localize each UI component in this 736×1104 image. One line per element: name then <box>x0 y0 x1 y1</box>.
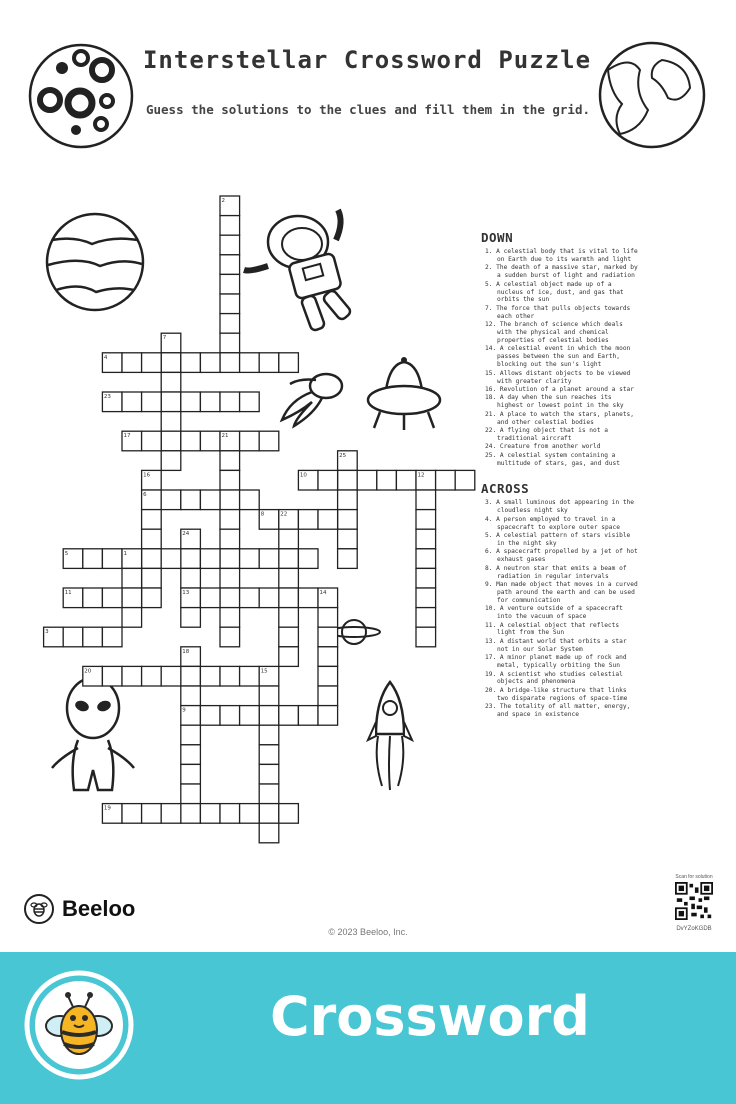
grid-cell[interactable] <box>318 470 338 490</box>
grid-cell[interactable] <box>122 353 142 373</box>
grid-cell[interactable] <box>200 588 220 608</box>
grid-cell[interactable] <box>318 686 338 706</box>
grid-cell[interactable] <box>259 706 279 726</box>
grid-cell[interactable] <box>181 666 201 686</box>
grid-cell[interactable] <box>318 706 338 726</box>
grid-cell[interactable] <box>259 353 279 373</box>
clue-item: 1. A celestial body that is vital to life on Earth due to its warmth and light <box>485 248 638 263</box>
down-heading: DOWN <box>481 230 514 245</box>
clue-item: 10. A venture outside of a spacecraft into the vacuum of space <box>485 605 623 621</box>
clue-item: 13. A distant world that orbits a star not in our Solar System <box>485 637 627 653</box>
clue-number: 19 <box>103 805 111 812</box>
grid-cell[interactable] <box>357 470 377 490</box>
clue-item: 16. Revolution of a planet around a star <box>485 385 635 393</box>
grid-cell[interactable] <box>142 549 162 569</box>
grid-cell[interactable] <box>298 549 318 569</box>
grid-cell[interactable] <box>240 549 260 569</box>
grid-cell[interactable] <box>102 666 122 686</box>
grid-cell[interactable] <box>220 353 240 373</box>
clue-number: 11 <box>64 590 72 596</box>
grid-cell[interactable] <box>240 666 260 686</box>
grid-cell[interactable] <box>181 353 201 373</box>
clue-number: 5 <box>64 550 69 557</box>
grid-cell[interactable] <box>122 666 142 686</box>
grid-cell[interactable] <box>200 431 220 451</box>
grid-cell[interactable] <box>298 706 318 726</box>
grid-cell[interactable] <box>259 764 279 784</box>
clue-item: 11. A celestial object that reflects light from the Sun <box>485 621 620 637</box>
grid-cell[interactable] <box>181 686 201 706</box>
clue-number: 4 <box>103 354 108 361</box>
grid-cell[interactable] <box>161 372 181 392</box>
grid-cell[interactable] <box>142 510 162 530</box>
clue-number: 9 <box>182 707 186 714</box>
clue-item: 21. A place to watch the stars, planets, and other celestial bodies <box>485 410 635 426</box>
grid-cell[interactable] <box>455 470 475 490</box>
clue-number: 14 <box>319 590 327 596</box>
grid-cell[interactable] <box>396 470 416 490</box>
clue-number: 18 <box>182 648 190 655</box>
grid-cell[interactable] <box>161 431 181 451</box>
grid-cell[interactable] <box>279 627 299 647</box>
clue-item: 3. A small luminous dot appearing in the cloudless night sky <box>485 499 635 515</box>
clue-item: 7. The force that pulls objects towards each other <box>485 304 631 320</box>
grid-cell[interactable] <box>200 804 220 824</box>
clue-number: 10 <box>299 472 307 479</box>
grid-cell[interactable] <box>416 490 436 510</box>
qr-caption: Scan for solution <box>675 874 713 880</box>
grid-cell[interactable] <box>240 353 260 373</box>
grid-cell[interactable] <box>259 823 279 843</box>
grid-cell[interactable] <box>122 804 142 824</box>
grid-cell[interactable] <box>181 745 201 765</box>
grid-cell[interactable] <box>220 529 240 549</box>
down-clues <box>481 248 641 467</box>
grid-cell[interactable] <box>161 353 181 373</box>
clue-number: 22 <box>280 511 288 518</box>
page-subtitle: Guess the solutions to the clues and fill them in the grid. <box>145 102 590 117</box>
grid-cell[interactable] <box>122 568 142 588</box>
clue-item: 25. A celestial system containing a multitude of stars, gas, and dust <box>485 451 620 467</box>
grid-cell[interactable] <box>416 627 436 647</box>
grid-cell[interactable] <box>240 588 260 608</box>
grid-cell[interactable] <box>259 804 279 824</box>
grid-cell[interactable] <box>181 804 201 824</box>
grid-cell[interactable] <box>220 510 240 530</box>
grid-cell[interactable] <box>259 725 279 745</box>
clue-item: 6. A spacecraft propelled by a jet of hot exhaust gases <box>485 548 638 564</box>
grid-cell[interactable] <box>259 784 279 804</box>
grid-cell[interactable] <box>200 666 220 686</box>
banner-title: Crossword <box>270 985 590 1048</box>
grid-cell[interactable] <box>102 588 122 608</box>
grid-cell[interactable] <box>63 627 83 647</box>
grid-cell[interactable] <box>220 666 240 686</box>
grid-cell[interactable] <box>181 431 201 451</box>
clue-item: 14. A celestial event in which the moon passes between the sun and Earth, blocking out the sun's light <box>485 345 631 369</box>
clue-number: 12 <box>417 472 425 479</box>
grid-cell[interactable] <box>338 549 358 569</box>
clue-number: 3 <box>45 629 49 636</box>
grid-cell[interactable] <box>298 510 318 530</box>
clue-number: 16 <box>143 472 151 479</box>
grid-cell[interactable] <box>161 392 181 412</box>
clue-number: 6 <box>143 492 147 498</box>
grid-cell[interactable] <box>240 490 260 510</box>
grid-cell[interactable] <box>338 529 358 549</box>
grid-cell[interactable] <box>200 392 220 412</box>
grid-cell[interactable] <box>259 431 279 451</box>
clue-item: 8. A neutron star that emits a beam of radiation in regular intervals <box>485 564 627 580</box>
clue-item: 5. A celestial object made up of a nucleus of ice, dust, and gas that orbits the sun <box>485 280 624 304</box>
page-title: Interstellar Crossword Puzzle <box>142 46 592 74</box>
qr-code-text: DvYZoKGDB <box>676 926 712 932</box>
clue-number: 2 <box>221 198 225 204</box>
clue-item: 4. A person employed to travel in a spacecraft to explore outer space <box>485 515 620 531</box>
clue-number: 21 <box>221 433 229 440</box>
clue-number: 20 <box>84 668 92 675</box>
grid-cell[interactable] <box>279 647 299 667</box>
grid-cell[interactable] <box>220 608 240 628</box>
grid-cell[interactable] <box>279 529 299 549</box>
grid-cell[interactable] <box>83 549 103 569</box>
grid-cell[interactable] <box>318 647 338 667</box>
brand[interactable] <box>24 894 135 924</box>
clue-item: 19. A scientist who studies celestial objects and phenomena <box>485 670 623 686</box>
grid-cell[interactable] <box>142 392 162 412</box>
grid-cell[interactable] <box>220 314 240 334</box>
grid-cell[interactable] <box>102 627 122 647</box>
grid-cell[interactable] <box>181 392 201 412</box>
clue-number: 1 <box>123 550 127 557</box>
grid-cell[interactable] <box>338 510 358 530</box>
clue-item: 20. A bridge-like structure that links two disparate regions of space-time <box>485 686 628 702</box>
grid-cell[interactable] <box>259 588 279 608</box>
grid-cell[interactable] <box>220 392 240 412</box>
clue-item: 23. The totality of all matter, energy, and space in existence <box>485 703 631 719</box>
clue-list <box>481 230 641 719</box>
grid-cell[interactable] <box>142 568 162 588</box>
grid-cell[interactable] <box>220 451 240 471</box>
grid-cell[interactable] <box>200 353 220 373</box>
clue-item: 22. A flying object that is not a traditional aircraft <box>485 426 608 442</box>
grid-cell[interactable] <box>220 333 240 353</box>
clue-number: 8 <box>260 511 265 518</box>
grid-cell[interactable] <box>220 568 240 588</box>
clue-item: 5. A celestial pattern of stars visible in the night sky <box>485 532 631 547</box>
grid-cell[interactable] <box>220 216 240 236</box>
grid-cell[interactable] <box>181 764 201 784</box>
grid-cell[interactable] <box>416 588 436 608</box>
grid-cell[interactable] <box>416 549 436 569</box>
clue-item: 18. A day when the sun reaches its highest or lowest point in the sky <box>485 394 624 410</box>
grid-cell[interactable] <box>220 294 240 314</box>
grid-cell[interactable] <box>279 549 299 569</box>
grid-cell[interactable] <box>240 706 260 726</box>
grid-cell[interactable] <box>318 510 338 530</box>
grid-cell[interactable] <box>416 510 436 530</box>
grid-cell[interactable] <box>279 568 299 588</box>
grid-cell[interactable] <box>181 568 201 588</box>
grid-cell[interactable] <box>142 588 162 608</box>
bee-icon <box>24 970 134 1080</box>
grid-cell[interactable] <box>83 627 103 647</box>
clue-item: 24. Creature from another world <box>485 443 601 451</box>
grid-cell[interactable] <box>122 608 142 628</box>
grid-cell[interactable] <box>83 588 103 608</box>
grid-cell[interactable] <box>240 804 260 824</box>
grid-cell[interactable] <box>142 529 162 549</box>
clue-number: 7 <box>162 335 167 342</box>
copyright: © 2023 Beeloo, Inc. <box>328 927 408 937</box>
clue-item: 15. Allows distant objects to be viewed with greater clarity <box>485 369 631 385</box>
grid-cell[interactable] <box>142 431 162 451</box>
grid-cell[interactable] <box>318 666 338 686</box>
grid-cell[interactable] <box>416 529 436 549</box>
grid-cell[interactable] <box>142 804 162 824</box>
grid-cell[interactable] <box>279 353 299 373</box>
grid-cell[interactable] <box>200 706 220 726</box>
qr-block[interactable] <box>670 874 718 932</box>
grid-cell[interactable] <box>181 784 201 804</box>
grid-cell[interactable] <box>220 274 240 294</box>
grid-cell[interactable] <box>279 804 299 824</box>
grid-cell[interactable] <box>416 608 436 628</box>
brand-name: Beeloo <box>62 896 136 921</box>
grid-cell[interactable] <box>377 470 397 490</box>
grid-cell[interactable] <box>220 549 240 569</box>
grid-cell[interactable] <box>161 549 181 569</box>
grid-cell[interactable] <box>436 470 456 490</box>
grid-cell[interactable] <box>181 608 201 628</box>
grid-cell[interactable] <box>220 706 240 726</box>
grid-cell[interactable] <box>259 686 279 706</box>
grid-cell[interactable] <box>122 392 142 412</box>
clue-item: 9. Man made object that moves in a curved path around the earth and can be used for communication <box>485 581 638 604</box>
grid-cell[interactable] <box>220 255 240 275</box>
grid-cell[interactable] <box>338 470 358 490</box>
grid-cell[interactable] <box>220 490 240 510</box>
grid-cell[interactable] <box>142 353 162 373</box>
grid-cell[interactable] <box>318 627 338 647</box>
grid-cell[interactable] <box>161 666 181 686</box>
grid-cell[interactable] <box>338 490 358 510</box>
grid-cell[interactable] <box>220 627 240 647</box>
grid-cell[interactable] <box>259 745 279 765</box>
across-clues <box>481 499 641 718</box>
clue-item: 17. A minor planet made up of rock and metal, typically orbiting the Sun <box>485 654 627 670</box>
grid-cell[interactable] <box>259 549 279 569</box>
clue-number: 24 <box>182 531 190 538</box>
across-heading: ACROSS <box>481 481 530 497</box>
clue-number: 25 <box>339 452 347 459</box>
grid-cell[interactable] <box>279 608 299 628</box>
bee-icon <box>24 894 54 924</box>
grid-cell[interactable] <box>279 706 299 726</box>
grid-cell[interactable] <box>161 451 181 471</box>
grid-cell[interactable] <box>220 588 240 608</box>
grid-cell[interactable] <box>200 490 220 510</box>
grid-cell[interactable] <box>220 235 240 255</box>
grid-cell[interactable] <box>220 804 240 824</box>
grid-cell[interactable] <box>416 568 436 588</box>
grid-cell[interactable] <box>161 412 181 432</box>
grid-cell[interactable] <box>122 588 142 608</box>
grid-cell[interactable] <box>200 549 220 569</box>
clue-item: 2. The death of a massive star, marked by a sudden burst of light and radiation <box>485 264 638 280</box>
grid-cell[interactable] <box>279 588 299 608</box>
grid-cell[interactable] <box>181 490 201 510</box>
clue-number: 23 <box>103 394 111 400</box>
grid-cell[interactable] <box>240 392 260 412</box>
grid-cell[interactable] <box>161 804 181 824</box>
clue-number: 17 <box>123 433 131 440</box>
grid-cell[interactable] <box>142 666 162 686</box>
grid-cell[interactable] <box>240 431 260 451</box>
clue-item: 12. The branch of science which deals with the physical and chemical properties of celestial bodies <box>485 321 623 344</box>
grid-cell[interactable] <box>318 608 338 628</box>
grid-cell[interactable] <box>102 549 122 569</box>
clue-number: 13 <box>182 590 190 596</box>
grid-cell[interactable] <box>181 725 201 745</box>
clue-number: 15 <box>260 668 268 675</box>
qr-code-icon <box>675 882 713 920</box>
grid-cell[interactable] <box>298 588 318 608</box>
grid-cell[interactable] <box>220 470 240 490</box>
grid-cell[interactable] <box>181 549 201 569</box>
grid-cell[interactable] <box>161 490 181 510</box>
